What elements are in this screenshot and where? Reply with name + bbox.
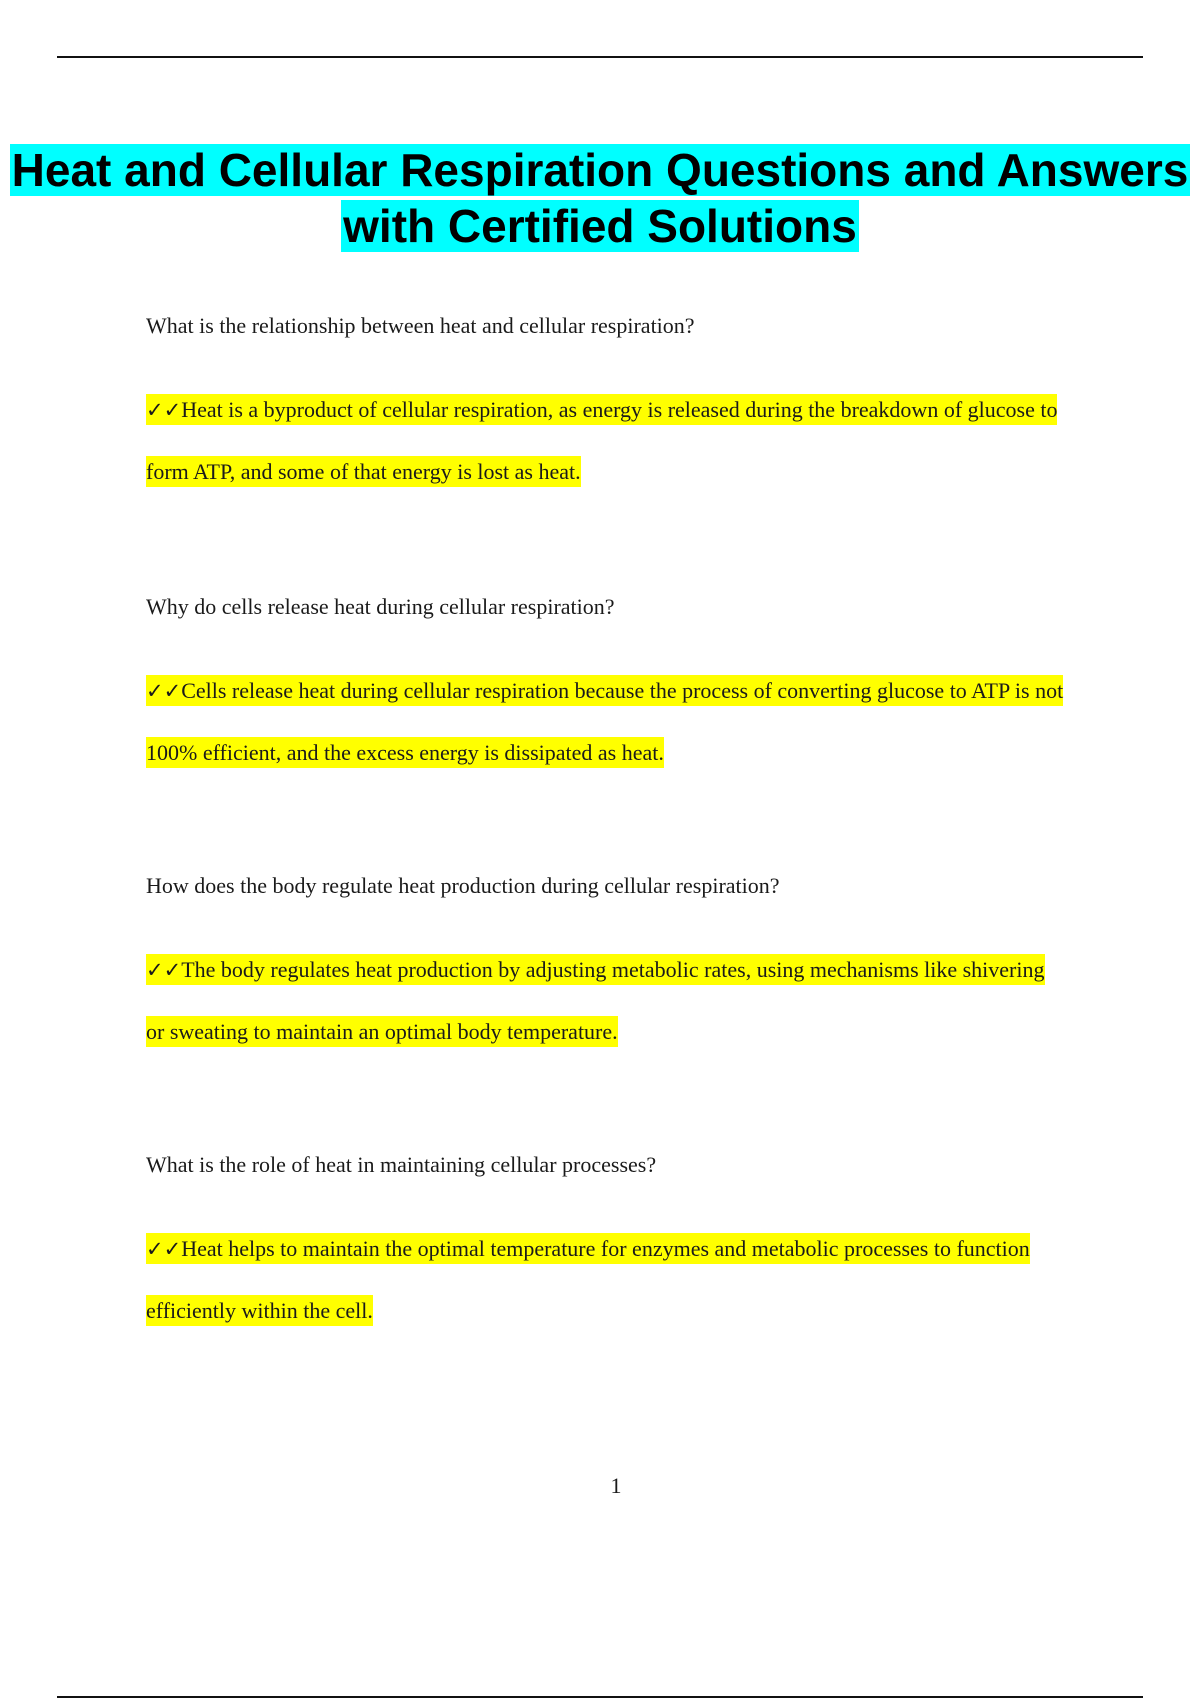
qa-item-1 [146,313,1066,502]
qa-item-4 [146,1152,1066,1341]
top-rule [57,56,1143,58]
check-icon: ✓✓ [146,679,182,703]
qa-item-2 [146,594,1066,783]
answer-2 [146,660,1066,783]
check-icon: ✓✓ [146,398,182,422]
answer-text-1: Heat is a byproduct of cellular respiration, as energy is released during the breakdown of glucose to form ATP, and some of that energy is lost as heat. [146,397,1058,484]
answer-text-2: Cells release heat during cellular respiration because the process of converting glucose to ATP is not 100% efficient, and the excess energy is dissipated as heat. [146,678,1064,765]
answer-highlight-3 [146,954,1045,1047]
question-2: Why do cells release heat during cellular respiration? [146,594,615,619]
answer-highlight-4 [146,1233,1030,1326]
answer-highlight-1 [146,394,1057,487]
qa-item-3 [146,873,1066,1062]
document-title [0,142,1200,254]
document-title-text: Heat and Cellular Respiration Questions and Answers with Certified Solutions [11,144,1189,252]
check-icon: ✓✓ [146,1237,182,1261]
question-3: How does the body regulate heat production during cellular respiration? [146,873,780,898]
answer-1 [146,379,1066,502]
bottom-rule [57,1696,1143,1698]
answer-highlight-2 [146,675,1063,768]
answer-3 [146,939,1066,1062]
question-4: What is the role of heat in maintaining cellular processes? [146,1152,657,1177]
answer-text-4: Heat helps to maintain the optimal temperature for enzymes and metabolic processes to function efficiently within the cell. [146,1236,1030,1323]
check-icon: ✓✓ [146,958,182,982]
answer-4 [146,1218,1066,1341]
answer-text-3: The body regulates heat production by adjusting metabolic rates, using mechanisms like shivering or sweating to maintain an optimal body temperature. [146,957,1045,1044]
page-number: 1 [610,1473,622,1498]
question-1: What is the relationship between heat and cellular respiration? [146,313,695,338]
